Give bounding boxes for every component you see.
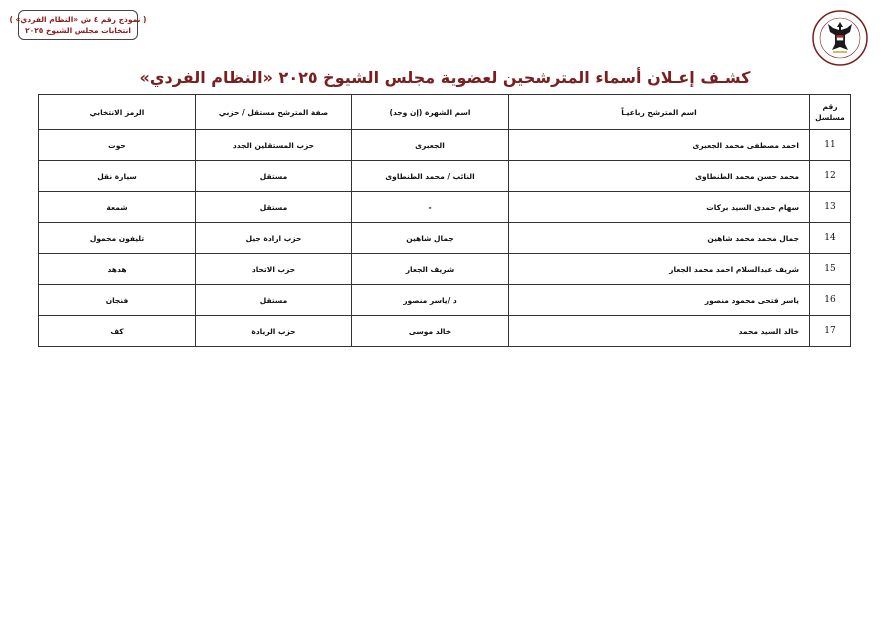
national-election-authority-logo xyxy=(810,8,870,68)
cell-nickname: شريف الجعار xyxy=(352,254,509,285)
table-row xyxy=(39,254,851,285)
cell-nickname: جمال شاهين xyxy=(352,223,509,254)
cell-symbol: سيارة نقل xyxy=(39,161,196,192)
cell-serial: 12 xyxy=(810,161,851,192)
cell-nickname: النائب / محمد الطنطاوى xyxy=(352,161,509,192)
cell-name: احمد مصطفى محمد الجعبرى xyxy=(509,130,810,161)
cell-serial: 16 xyxy=(810,285,851,316)
table-row xyxy=(39,161,851,192)
cell-serial: 15 xyxy=(810,254,851,285)
candidates-table xyxy=(38,94,851,347)
cell-symbol: تليفون محمول xyxy=(39,223,196,254)
cell-serial: 11 xyxy=(810,130,851,161)
cell-symbol: فنجان xyxy=(39,285,196,316)
cell-name: سهام حمدى السيد بركات xyxy=(509,192,810,223)
header-nickname: اسم الشهرة (إن وجد) xyxy=(352,95,509,130)
form-number-box xyxy=(9,10,147,40)
header-status: صفة المترشح مستقل / حزبي xyxy=(196,95,352,130)
cell-symbol: كف xyxy=(39,316,196,347)
cell-status: مستقل xyxy=(196,192,352,223)
cell-symbol: هدهد xyxy=(39,254,196,285)
cell-nickname: د /ياسر منصور xyxy=(352,285,509,316)
eagle-icon xyxy=(828,22,852,52)
cell-nickname: - xyxy=(352,192,509,223)
table-row xyxy=(39,192,851,223)
cell-nickname: الجعبرى xyxy=(352,130,509,161)
election-label: انتخابات مجلس الشيوخ ٢٠٢٥ xyxy=(25,26,131,35)
table-row xyxy=(39,316,851,347)
cell-serial: 13 xyxy=(810,192,851,223)
table-row xyxy=(39,285,851,316)
cell-name: ياسر فتحى محمود منصور xyxy=(509,285,810,316)
table-row xyxy=(39,223,851,254)
page-title: كشـف إعـلان أسماء المترشحين لعضوية مجلس الشيوخ ٢٠٢٥ «النظام الفردي» xyxy=(139,68,751,87)
cell-status: مستقل xyxy=(196,161,352,192)
cell-name: محمد حسن محمد الطنطاوى xyxy=(509,161,810,192)
cell-status: حزب الريادة xyxy=(196,316,352,347)
cell-nickname: خالد موسى xyxy=(352,316,509,347)
cell-status: حزب الاتحاد xyxy=(196,254,352,285)
form-number-label: ( نموذج رقم ٤ ش «النظام الفردي» ) xyxy=(9,15,147,24)
cell-status: مستقل xyxy=(196,285,352,316)
cell-symbol: حوت xyxy=(39,130,196,161)
cell-serial: 17 xyxy=(810,316,851,347)
cell-symbol: شمعة xyxy=(39,192,196,223)
header-serial: رقم مسلسل xyxy=(810,95,851,130)
cell-status: حزب ارادة جيل xyxy=(196,223,352,254)
header-symbol: الرمز الانتخابي xyxy=(39,95,196,130)
table-row xyxy=(39,130,851,161)
cell-status: حزب المستقلين الجدد xyxy=(196,130,352,161)
cell-name: شريف عبدالسلام احمد محمد الجعار xyxy=(509,254,810,285)
cell-serial: 14 xyxy=(810,223,851,254)
header-name: اسم المترشح رباعيـاً xyxy=(509,95,810,130)
cell-name: خالد السيد محمد xyxy=(509,316,810,347)
cell-name: جمال محمد محمد شاهين xyxy=(509,223,810,254)
table-header-row xyxy=(39,95,851,130)
